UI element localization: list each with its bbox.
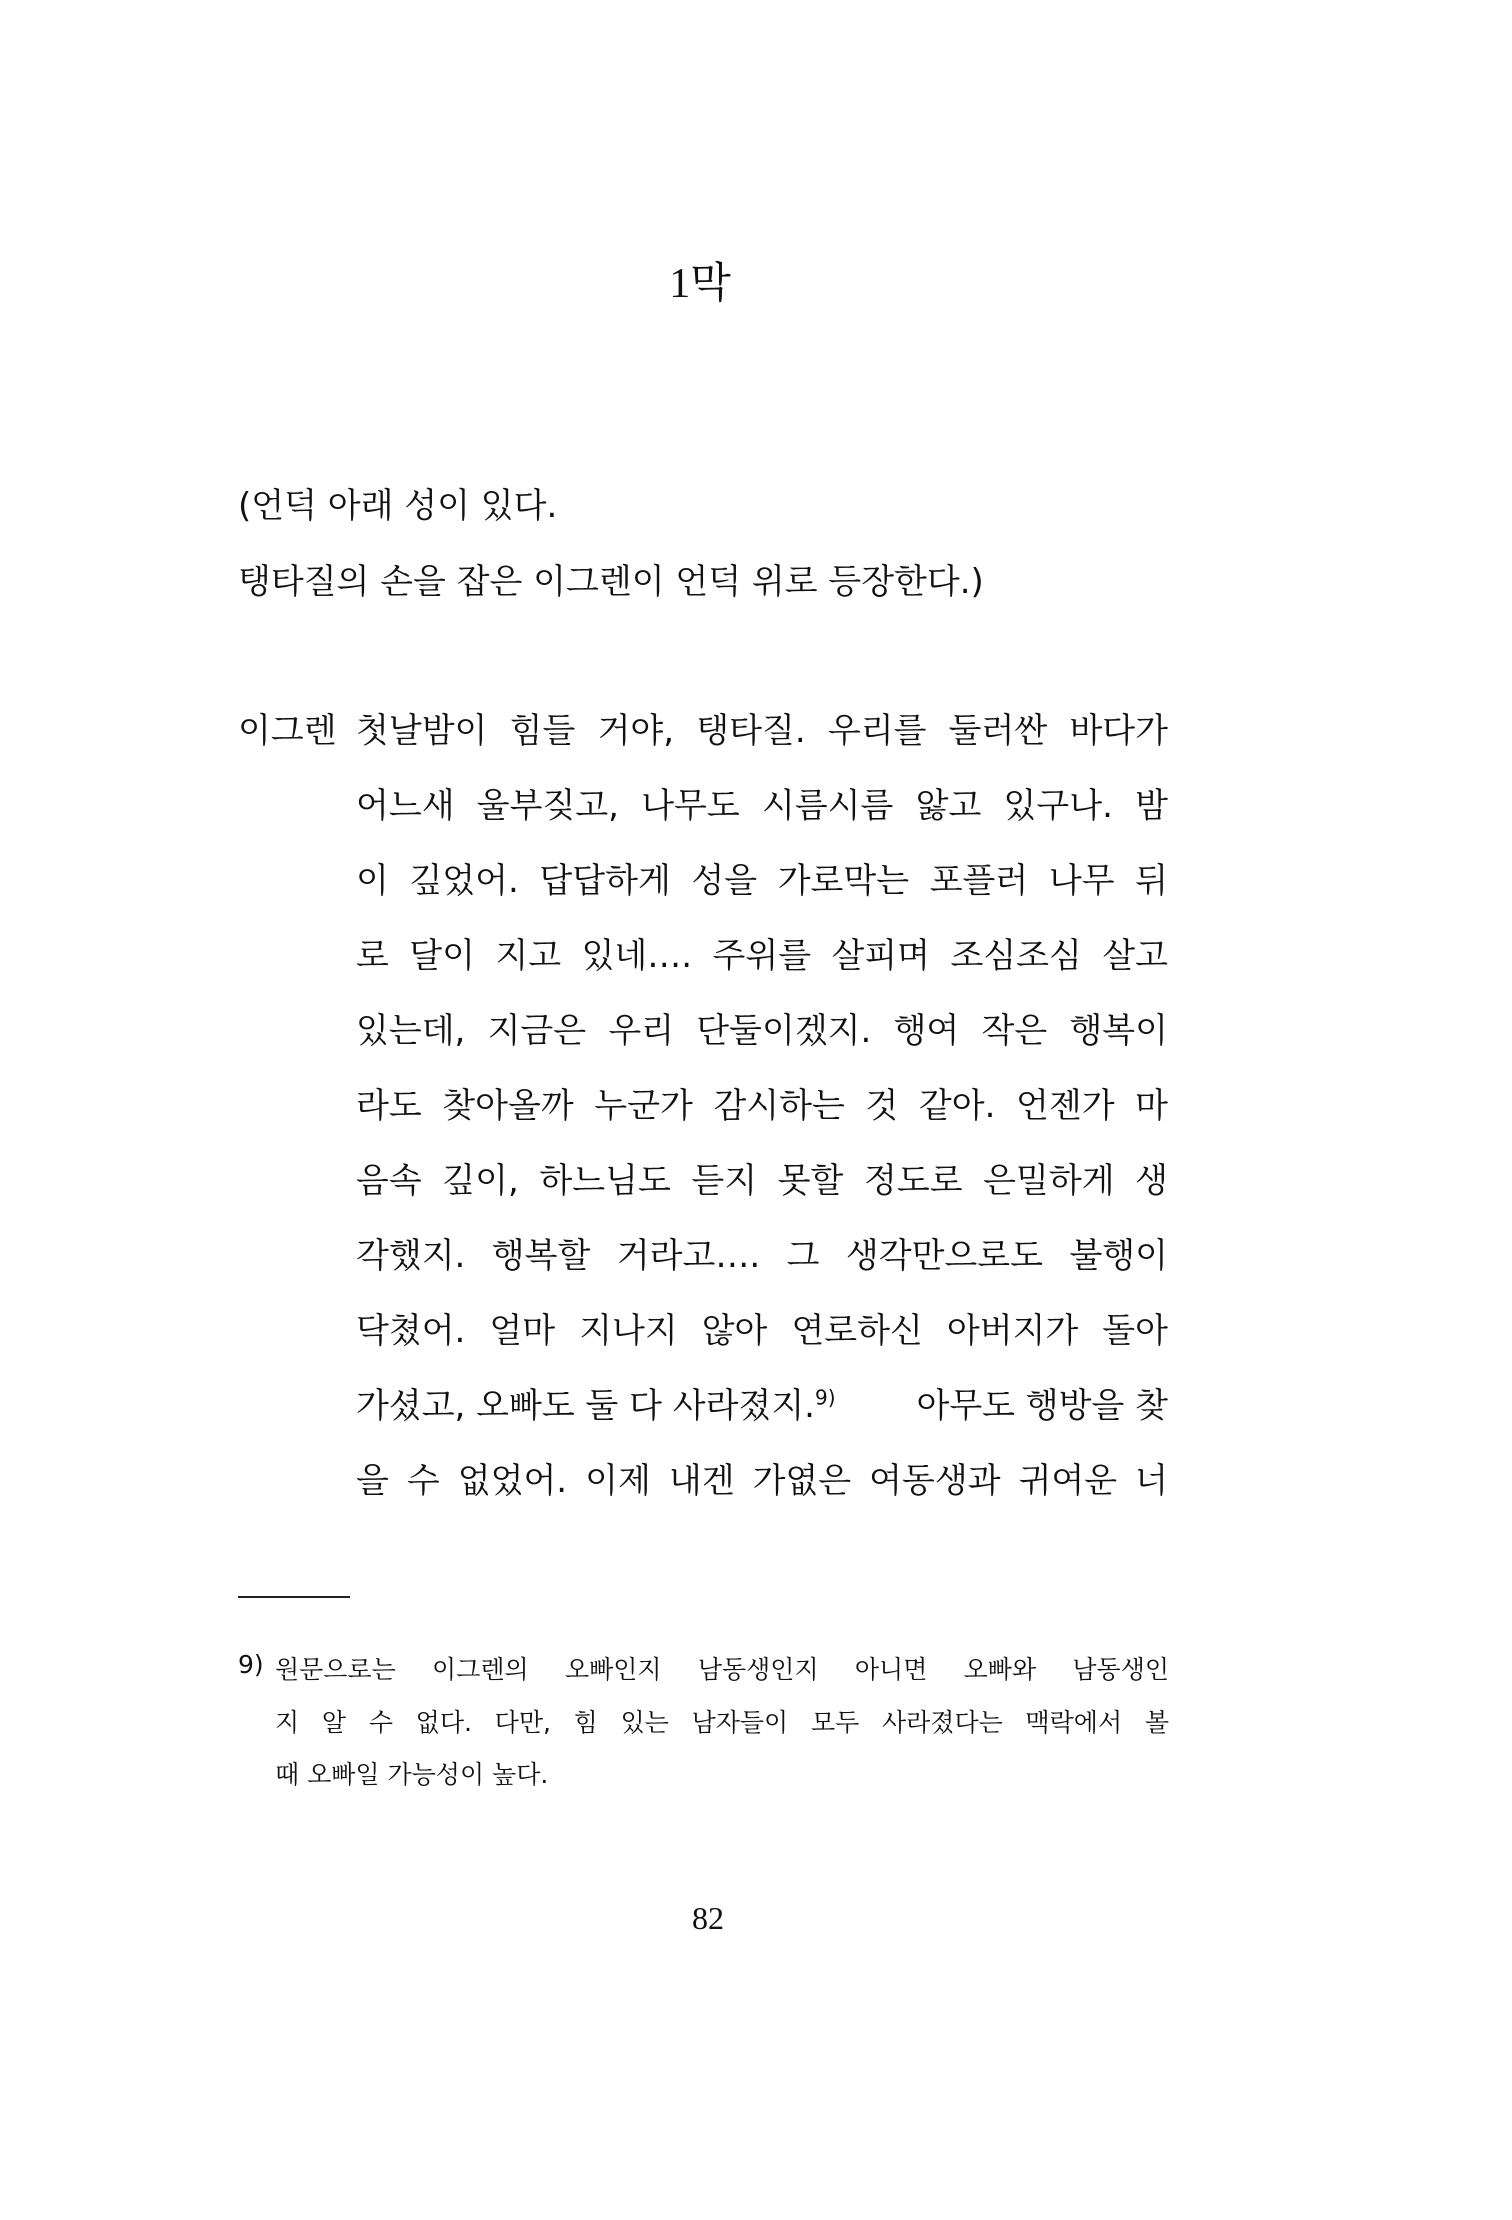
- dialogue-line: 첫날밤이 힘들 거야, 탱타질. 우리를 둘러싼 바다가: [356, 711, 1168, 751]
- footnote-line: 원문으로는 이그렌의 오빠인지 남동생인지 아니면 오빠와 남동생인: [275, 1655, 1169, 1684]
- dialogue-line-with-footnote: [356, 1378, 1168, 1427]
- page-number: 82: [692, 1900, 724, 1936]
- dialogue-line: 을 수 없었어. 이제 내겐 가엾은 여동생과 귀여운 너: [356, 1461, 1168, 1501]
- footnote-marker: 9): [238, 1650, 264, 1679]
- dialogue-text: 아무도 행방을 찾: [916, 1386, 1168, 1426]
- dialogue-line: 이 깊었어. 답답하게 성을 가로막는 포플러 나무 뒤: [356, 861, 1168, 901]
- dialogue-line: 라도 찾아올까 누군가 감시하는 것 같아. 언젠가 마: [356, 1086, 1168, 1126]
- dialogue-line: 있는데, 지금은 우리 단둘이겠지. 행여 작은 행복이: [356, 1011, 1168, 1051]
- footnote-line: 지 알 수 없다. 다만, 힘 있는 남자들이 모두 사라졌다는 맥락에서 볼: [275, 1708, 1169, 1737]
- dialogue-line: 어느새 울부짖고, 나무도 시름시름 앓고 있구나. 밤: [356, 786, 1168, 826]
- act-title: 1막: [669, 261, 731, 307]
- dialogue-line: 각했지. 행복할 거라고…. 그 생각만으로도 불행이: [356, 1236, 1168, 1276]
- dialogue-text: 가셨고, 오빠도 둘 다 사라졌지.: [356, 1386, 815, 1426]
- footnote-line: 때 오빠일 가능성이 높다.: [275, 1760, 549, 1789]
- footnote-divider: [238, 1596, 350, 1598]
- stage-direction-line: (언덕 아래 성이 있다.: [238, 486, 558, 526]
- footnote-reference: 9): [814, 1385, 836, 1410]
- dialogue-line: 로 달이 지고 있네…. 주위를 살피며 조심조심 살고: [356, 936, 1168, 976]
- dialogue-line: 닥쳤어. 얼마 지나지 않아 연로하신 아버지가 돌아: [356, 1311, 1168, 1351]
- speaker-name: 이그렌: [238, 711, 337, 751]
- dialogue-line: 음속 깊이, 하느님도 듣지 못할 정도로 은밀하게 생: [356, 1161, 1168, 1201]
- stage-direction-line: 탱타질의 손을 잡은 이그렌이 언덕 위로 등장한다.): [238, 562, 984, 602]
